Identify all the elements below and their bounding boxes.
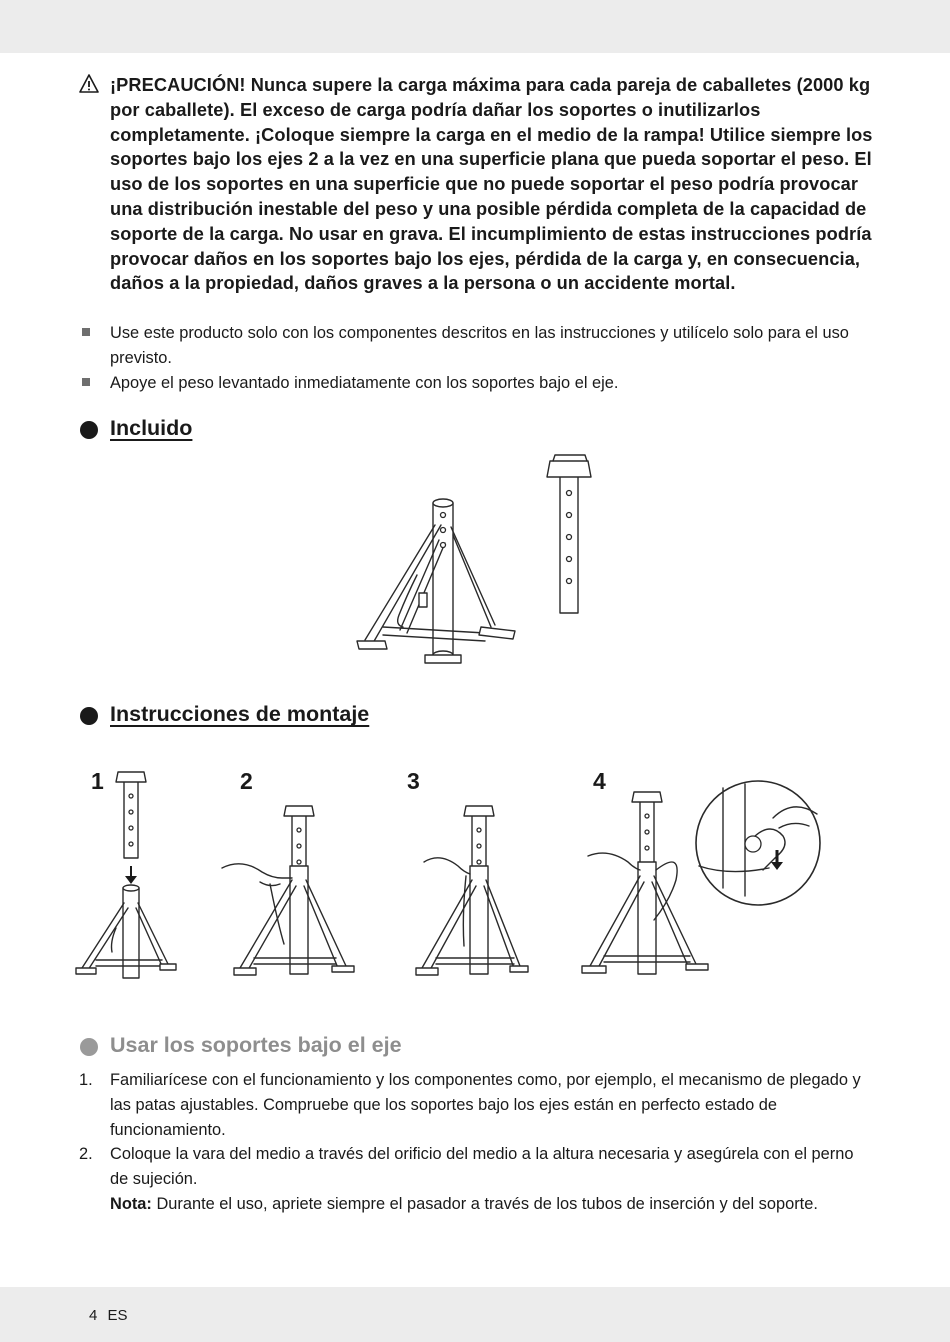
section-bullet-icon	[80, 707, 98, 725]
axle-stand-base	[357, 499, 515, 663]
bullet-item: Use este producto solo con los componentes descritos en las instrucciones y utilícelo solo para el uso previsto.	[110, 324, 849, 367]
list-item-text: Coloque la vara del medio a través del orificio del medio a la altura necesaria y asegúrela con el perno de sujeción.	[110, 1145, 854, 1188]
note-label: Nota:	[110, 1195, 152, 1213]
list-item-number: 2.	[79, 1145, 93, 1163]
bullet-square-icon	[82, 378, 90, 386]
bottom-band	[0, 1287, 950, 1342]
top-band	[0, 0, 950, 53]
assembly-step-number: 3	[407, 768, 420, 794]
language-code: ES	[107, 1307, 128, 1324]
assembly-step-2-illustration	[220, 800, 360, 985]
section-bullet-icon	[80, 1038, 98, 1056]
bullet-square-icon	[82, 328, 90, 336]
page-footer	[89, 1307, 134, 1324]
assembly-step-3-illustration	[410, 800, 530, 985]
note-paragraph	[110, 1192, 870, 1217]
axle-stand-pin	[547, 455, 591, 613]
note-text: Durante el uso, apriete siempre el pasador a través de los tubos de inserción y del soporte.	[151, 1195, 818, 1213]
assembly-step-1-illustration	[76, 768, 176, 988]
section-title-usage: Usar los soportes bajo el eje	[110, 1033, 402, 1057]
assembly-step-number: 4	[593, 768, 606, 794]
bullet-item: Apoye el peso levantado inmediatamente con los soportes bajo el eje.	[110, 374, 619, 392]
list-item-number: 1.	[79, 1071, 93, 1089]
section-title-included: Incluido	[110, 416, 193, 440]
assembly-step-number: 2	[240, 768, 253, 794]
warning-triangle-icon	[79, 74, 99, 93]
section-title-assembly: Instrucciones de montaje	[110, 702, 370, 726]
pin-detail-magnifier	[693, 778, 823, 908]
section-bullet-icon	[80, 421, 98, 439]
included-parts-illustration	[355, 455, 595, 680]
warning-text: ¡PRECAUCIÓN! Nunca supere la carga máxima para cada pareja de caballetes (2000 kg por caballete). El exceso de carga podría dañar los soportes o inutilizarlos completamente. ¡Coloque siempre la carga en el medio de la rampa! Utilice siempre los soportes bajo los ejes 2 a la vez en una superficie plana que pueda soportar el peso. El uso de los soportes en una superficie que no puede soportar el peso podría provocar una distribución inestable del peso y una posible pérdida completa de la capacidad de soporte de la carga. No usar en grava. El incumplimiento de estas instrucciones podría provocar daños en los soportes bajo los ejes, pérdida de la carga y, en consecuencia, daños a la propiedad, daños graves a la persona o un accidente mortal.	[110, 75, 873, 294]
assembly-step-number: 1	[91, 768, 104, 794]
list-item-text: Familiarícese con el funcionamiento y los componentes como, por ejemplo, el mecanismo de plegado y las patas ajustables. Compruebe que los soportes bajo los ejes están en perfecto estado de funcionamiento.	[110, 1071, 861, 1139]
page-number: 4	[89, 1307, 98, 1324]
